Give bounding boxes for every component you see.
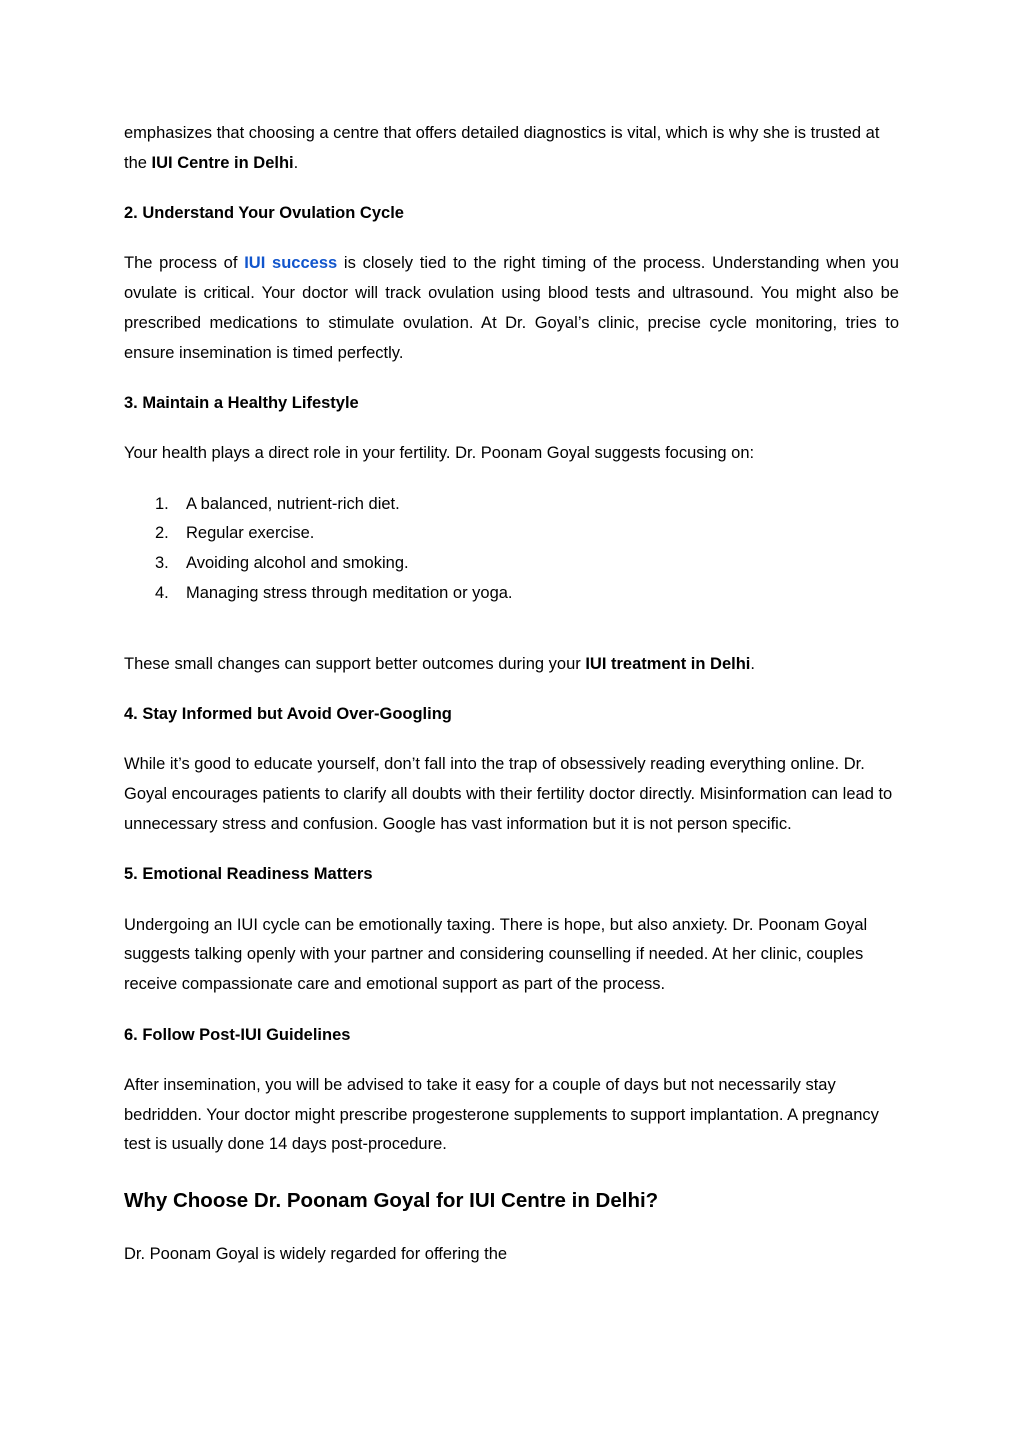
closing-text-end: . — [750, 654, 755, 673]
list-item — [124, 549, 899, 579]
section3-closing — [124, 650, 899, 680]
list-item — [124, 490, 899, 520]
why-choose-paragraph: Dr. Poonam Goyal is widely regarded for offering the — [124, 1245, 508, 1264]
document-page — [124, 119, 899, 1270]
list-item-text: A balanced, nutrient-rich diet. — [186, 494, 400, 513]
section2-paragraph — [124, 249, 899, 368]
intro-text: emphasizes that choosing a centre that offers detailed diagnostics is vital, which is why she is trusted at the — [124, 124, 880, 172]
lifestyle-list — [124, 490, 899, 609]
intro-text-end: . — [293, 153, 299, 172]
closing-bold-text: IUI treatment in Delhi — [585, 654, 751, 673]
list-number: 4. — [155, 584, 169, 603]
intro-paragraph — [124, 119, 899, 179]
iui-success-link[interactable]: IUI success — [244, 254, 338, 273]
section2-heading: 2. Understand Your Ovulation Cycle — [124, 204, 404, 223]
list-item — [124, 579, 899, 609]
list-number: 1. — [155, 494, 169, 513]
list-item-text: Avoiding alcohol and smoking. — [186, 554, 409, 573]
list-item-text: Regular exercise. — [186, 524, 315, 543]
section6-paragraph: After insemination, you will be advised to take it easy for a couple of days but not necessarily stay bedridden. Your doctor might prescribe progesterone supplements to support implantation. A pregnancy test is usually done 14 days post-procedure. — [124, 1075, 879, 1154]
section5-paragraph: Undergoing an IUI cycle can be emotionally taxing. There is hope, but also anxiety. Dr. Poonam Goyal suggests talking openly with your partner and considering counselling if needed. At her clinic, couples receive compassionate care and emotional support as part of the process. — [124, 915, 868, 994]
list-number: 2. — [155, 524, 169, 543]
section3-intro: Your health plays a direct role in your fertility. Dr. Poonam Goyal suggests focusing on: — [124, 444, 755, 463]
section3-heading: 3. Maintain a Healthy Lifestyle — [124, 394, 359, 413]
list-number: 3. — [155, 554, 169, 573]
section4-paragraph: While it’s good to educate yourself, don’t fall into the trap of obsessively reading everything online. Dr. Goyal encourages patients to clarify all doubts with their fertility doctor directly. Misinformation can lead to unnecessary stress and confusion. Google has vast information but it is not person specific. — [124, 755, 893, 834]
section4-heading: 4. Stay Informed but Avoid Over-Googling — [124, 705, 452, 724]
section2-text: The process of — [124, 254, 245, 273]
closing-text: These small changes can support better outcomes during your — [124, 654, 586, 673]
section5-heading: 5. Emotional Readiness Matters — [124, 865, 373, 884]
intro-bold-text: IUI Centre in Delhi — [151, 153, 294, 172]
list-item — [124, 519, 899, 549]
section6-heading: 6. Follow Post-IUI Guidelines — [124, 1025, 351, 1044]
section2-text-end: is closely tied to the right timing of the process. Understanding when you ovulate is critical. Your doctor will track ovulation using blood tests and ultrasound. You might also be prescribed medications to stimulate ovulation. At Dr. Goyal’s clinic, precise cycle monitoring, tries to ensure insemination is timed perfectly. — [124, 254, 899, 362]
why-choose-heading: Why Choose Dr. Poonam Goyal for IUI Centre in Delhi? — [124, 1189, 659, 1213]
list-item-text: Managing stress through meditation or yoga. — [186, 584, 513, 603]
